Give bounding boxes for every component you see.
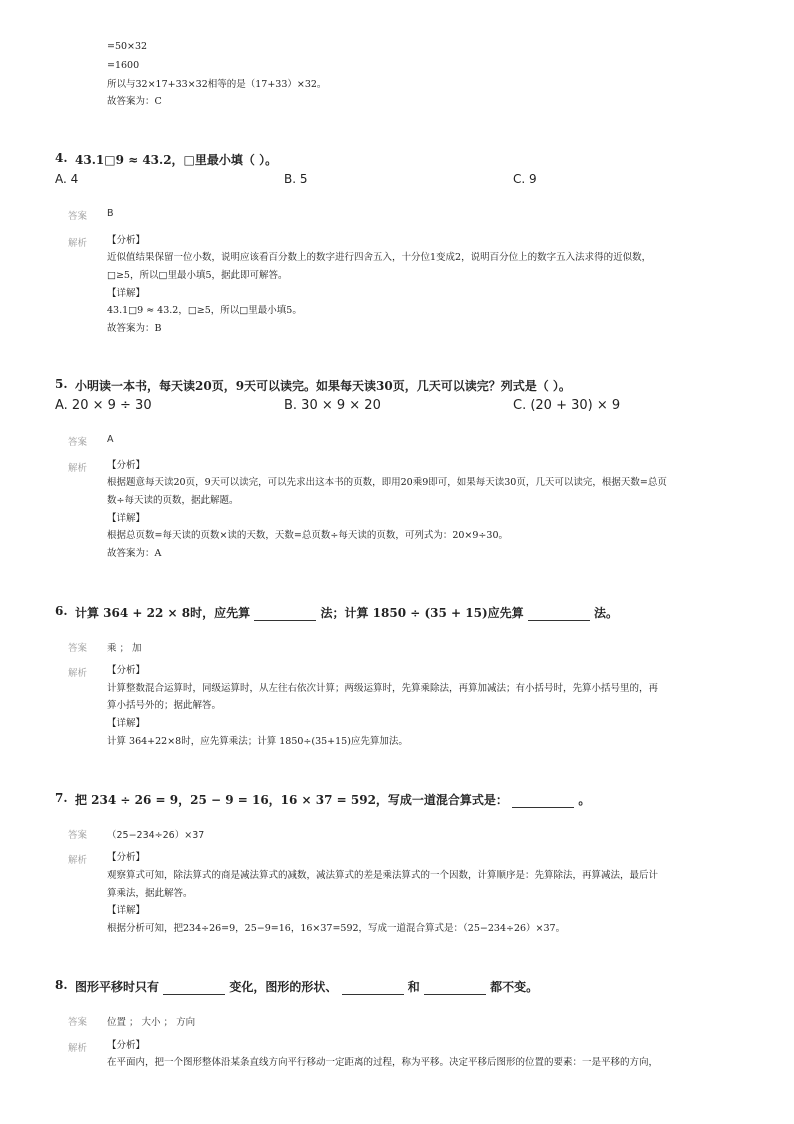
analysis-line: 根据题意每天读20页，9天可以读完，可以先求出这本书的页数，即用20乘9即可，如果每天读30页，几天可以读完，根据天数=总页 bbox=[107, 477, 667, 488]
question-number: 6. bbox=[55, 604, 68, 618]
analysis-line: 【详解】 bbox=[107, 905, 146, 916]
question-stem: 43.1□9 ≈ 43.2，□里最小填（ ）。 bbox=[75, 153, 278, 167]
analysis-line: 数÷每天读的页数，据此解题。 bbox=[107, 495, 239, 506]
analysis-line: 在平面内，把一个图形整体沿某条直线方向平行移动一定距离的过程，称为平移。决定平移后图形的位置的要素：一是平移的方向， bbox=[107, 1057, 659, 1068]
analysis-line: 【分析】 bbox=[107, 235, 146, 246]
answer-label: 答案 bbox=[68, 437, 88, 448]
option-a: A. 4 bbox=[55, 172, 79, 186]
question-stem bbox=[75, 604, 618, 621]
option-b: B. 30 × 9 × 20 bbox=[284, 398, 381, 413]
analysis-line: 根据总页数=每天读的页数×读的天数，天数=总页数÷每天读的页数，可列式为：20×9÷30。 bbox=[107, 530, 508, 541]
fill-blank[interactable] bbox=[512, 796, 574, 808]
answer-value: B bbox=[107, 208, 114, 219]
answer-value: （25−234÷26）×37 bbox=[107, 830, 205, 841]
answer-value: 位置 ； 大小 ； 方向 bbox=[107, 1017, 196, 1028]
fill-blank[interactable] bbox=[163, 983, 225, 995]
fill-blank[interactable] bbox=[528, 609, 590, 621]
option-b: B. 5 bbox=[284, 172, 308, 186]
option-c: C. 9 bbox=[513, 172, 537, 186]
answer-label: 答案 bbox=[68, 1017, 88, 1028]
answer-value: 乘 ； 加 bbox=[107, 643, 142, 654]
analysis-line: 故答案为：A bbox=[107, 548, 162, 559]
option-a: A. 20 × 9 ÷ 30 bbox=[55, 398, 152, 413]
analysis-label: 解析 bbox=[68, 855, 88, 866]
question-number: 8. bbox=[55, 978, 68, 992]
analysis-label: 解析 bbox=[68, 463, 88, 474]
stem-part: 法。 bbox=[594, 606, 619, 620]
analysis-line: 算小括号外的；据此解答。 bbox=[107, 700, 222, 711]
question-number: 7. bbox=[55, 791, 68, 805]
answer-label: 答案 bbox=[68, 211, 88, 222]
text-line: =50×32 bbox=[107, 41, 148, 52]
fill-blank[interactable] bbox=[342, 983, 404, 995]
analysis-line: □≥5，所以□里最小填5，据此即可解答。 bbox=[107, 270, 288, 281]
analysis-line: 【详解】 bbox=[107, 718, 146, 729]
analysis-line: 43.1□9 ≈ 43.2，□≥5，所以□里最小填5。 bbox=[107, 305, 302, 316]
stem-part: 变化，图形的形状、 bbox=[229, 980, 338, 994]
question-number: 5. bbox=[55, 377, 68, 391]
text-line: 所以与32×17+33×32相等的是（17+33）×32。 bbox=[107, 79, 327, 90]
question-stem bbox=[75, 978, 538, 995]
option-c: C. (20 + 30) × 9 bbox=[513, 398, 621, 413]
answer-value: A bbox=[107, 434, 114, 445]
text-line: =1600 bbox=[107, 60, 140, 71]
analysis-line: 【详解】 bbox=[107, 288, 146, 299]
analysis-line: 算乘法，据此解答。 bbox=[107, 888, 193, 899]
fill-blank[interactable] bbox=[424, 983, 486, 995]
stem-part: 。 bbox=[578, 793, 591, 807]
stem-part: 法；计算 1850 ÷ (35 + 15)应先算 bbox=[320, 606, 524, 620]
stem-part: 计算 364 + 22 × 8时，应先算 bbox=[75, 606, 251, 620]
analysis-line: 计算整数混合运算时，同级运算时，从左往右依次计算；两级运算时，先算乘除法，再算加减法；有小括号时，先算小括号里的，再 bbox=[107, 683, 659, 694]
question-number: 4. bbox=[55, 151, 68, 165]
analysis-label: 解析 bbox=[68, 238, 88, 249]
analysis-label: 解析 bbox=[68, 668, 88, 679]
question-stem bbox=[75, 791, 590, 808]
fill-blank[interactable] bbox=[254, 609, 316, 621]
analysis-label: 解析 bbox=[68, 1043, 88, 1054]
stem-part: 图形平移时只有 bbox=[75, 980, 160, 994]
analysis-line: 近似值结果保留一位小数，说明应该看百分数上的数字进行四舍五入，十分位1变成2，说明百分位上的数字五入法求得的近似数， bbox=[107, 252, 652, 263]
stem-part: 都不变。 bbox=[490, 980, 539, 994]
analysis-line: 【分析】 bbox=[107, 1040, 146, 1051]
analysis-line: 【分析】 bbox=[107, 460, 146, 471]
question-stem: 小明读一本书，每天读20页，9天可以读完。如果每天读30页，几天可以读完？列式是（ ）。 bbox=[75, 379, 571, 393]
answer-label: 答案 bbox=[68, 643, 88, 654]
analysis-line: 故答案为：B bbox=[107, 323, 162, 334]
answer-label: 答案 bbox=[68, 830, 88, 841]
stem-part: 把 234 ÷ 26 = 9，25 − 9 = 16，16 × 37 = 592，写成一道混合算式是： bbox=[75, 793, 508, 807]
analysis-line: 计算 364+22×8时，应先算乘法；计算 1850÷(35+15)应先算加法。 bbox=[107, 736, 408, 747]
analysis-line: 【分析】 bbox=[107, 852, 146, 863]
analysis-line: 观察算式可知，除法算式的商是减法算式的减数，减法算式的差是乘法算式的一个因数，计算顺序是：先算除法，再算减法，最后计 bbox=[107, 870, 659, 881]
text-line: 故答案为：C bbox=[107, 96, 162, 107]
analysis-line: 根据分析可知，把234÷26=9，25−9=16，16×37=592，写成一道混合算式是：（25−234÷26）×37。 bbox=[107, 923, 566, 934]
analysis-line: 【分析】 bbox=[107, 665, 146, 676]
analysis-line: 【详解】 bbox=[107, 513, 146, 524]
stem-part: 和 bbox=[407, 980, 420, 994]
